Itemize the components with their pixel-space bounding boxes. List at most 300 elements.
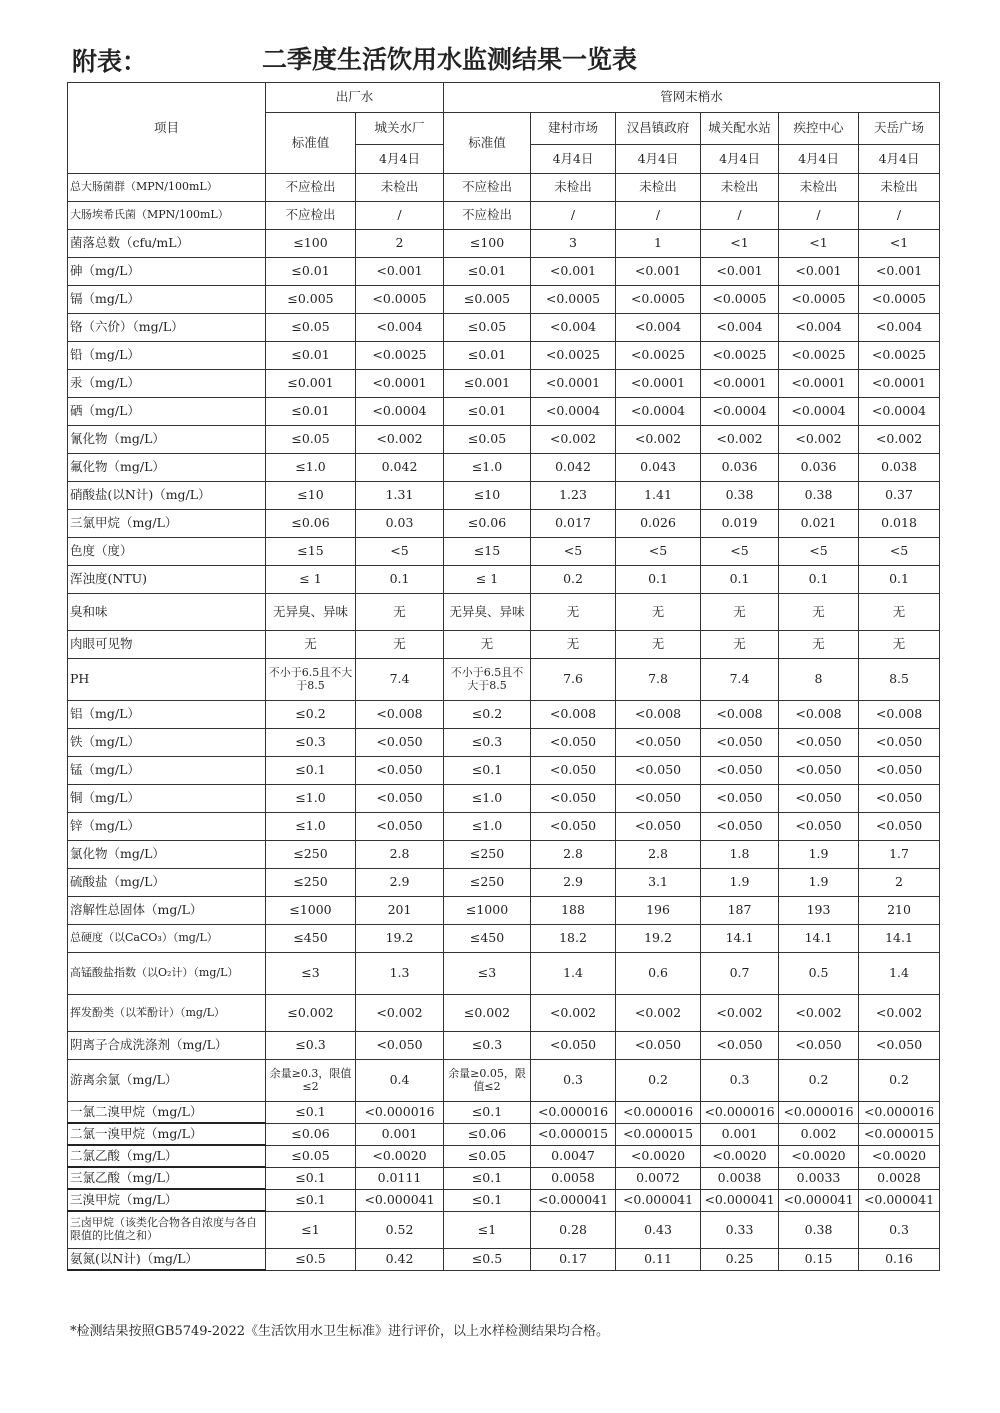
table-row: [68, 314, 940, 342]
network-standard: ≤0.01: [444, 258, 531, 286]
table-row: [68, 202, 940, 230]
item-name: 铬（六价）（mg/L）: [68, 314, 266, 342]
site-value: 1.8: [701, 841, 779, 869]
factory-value: 2: [356, 230, 444, 258]
site-value: <0.002: [779, 426, 859, 454]
site-value: 14.1: [859, 925, 940, 953]
site-value: <0.0025: [616, 342, 701, 370]
site-value: <0.0025: [531, 342, 616, 370]
site-value: 8: [779, 659, 859, 701]
site-value: 0.33: [701, 1211, 779, 1249]
table-row: [68, 1032, 940, 1060]
factory-standard: 不应检出: [266, 202, 356, 230]
site-value: <0.050: [779, 785, 859, 813]
factory-value: 1.31: [356, 482, 444, 510]
network-standard: ≤1.0: [444, 454, 531, 482]
site-value: <0.004: [531, 314, 616, 342]
site-value: <0.002: [779, 995, 859, 1032]
site-value: <0.0005: [779, 286, 859, 314]
table-row: [68, 813, 940, 841]
network-standard: 余量≥0.05，限值≤2: [444, 1060, 531, 1102]
site-value: 196: [616, 897, 701, 925]
site-value: <0.050: [616, 729, 701, 757]
network-standard: ≤10: [444, 482, 531, 510]
site-value: 无: [859, 594, 940, 631]
site-value: 0.16: [859, 1249, 940, 1271]
item-name: 大肠埃希氏菌（MPN/100mL）: [68, 202, 266, 230]
site-value: 无: [779, 631, 859, 659]
factory-value: <0.002: [356, 426, 444, 454]
header-network-water: 管网末梢水: [444, 83, 940, 113]
site-value: <5: [531, 538, 616, 566]
header-date: 4月4日: [859, 145, 940, 174]
header-site: 城关配水站: [701, 113, 779, 145]
site-value: <5: [859, 538, 940, 566]
site-value: 188: [531, 897, 616, 925]
factory-standard: ≤1: [266, 1211, 356, 1249]
site-value: 19.2: [616, 925, 701, 953]
item-name: 铝（mg/L）: [68, 701, 266, 729]
site-value: <0.000016: [859, 1102, 940, 1124]
site-value: <0.000015: [531, 1123, 616, 1145]
item-name: 氨氮(以N计)（mg/L）: [68, 1249, 266, 1271]
item-name: 菌落总数（cfu/mL）: [68, 230, 266, 258]
site-value: <0.050: [531, 785, 616, 813]
table-row: [68, 594, 940, 631]
factory-standard: ≤0.1: [266, 757, 356, 785]
header-standard: 标准值: [266, 113, 356, 174]
table-row: [68, 398, 940, 426]
item-name: 砷（mg/L）: [68, 258, 266, 286]
site-value: 0.1: [779, 566, 859, 594]
network-standard: ≤0.05: [444, 426, 531, 454]
factory-value: 0.0111: [356, 1167, 444, 1189]
site-value: 2.8: [531, 841, 616, 869]
factory-value: 0.042: [356, 454, 444, 482]
site-value: <0.004: [701, 314, 779, 342]
site-value: 无: [859, 631, 940, 659]
site-value: 0.1: [616, 566, 701, 594]
site-value: <0.008: [859, 701, 940, 729]
site-value: 无: [616, 594, 701, 631]
site-value: <0.050: [701, 1032, 779, 1060]
network-standard: ≤450: [444, 925, 531, 953]
factory-value: 无: [356, 594, 444, 631]
site-value: <0.0001: [531, 370, 616, 398]
factory-value: <0.0004: [356, 398, 444, 426]
item-name: 浑浊度(NTU): [68, 566, 266, 594]
site-value: <0.050: [779, 813, 859, 841]
site-value: 1.9: [779, 869, 859, 897]
factory-standard: ≤250: [266, 869, 356, 897]
site-value: 无: [779, 594, 859, 631]
network-standard: ≤0.5: [444, 1249, 531, 1271]
network-standard: ≤0.1: [444, 1189, 531, 1211]
site-value: 0.5: [779, 953, 859, 995]
site-value: <0.050: [531, 813, 616, 841]
site-value: 7.4: [701, 659, 779, 701]
site-value: 0.1: [701, 566, 779, 594]
network-standard: ≤15: [444, 538, 531, 566]
factory-standard: ≤1.0: [266, 785, 356, 813]
site-value: 0.001: [701, 1123, 779, 1145]
factory-value: 2.8: [356, 841, 444, 869]
network-standard: ≤1.0: [444, 785, 531, 813]
item-name: 硝酸盐(以N计)（mg/L）: [68, 482, 266, 510]
factory-standard: ≤0.06: [266, 510, 356, 538]
item-name: 一氯二溴甲烷（mg/L）: [68, 1102, 266, 1124]
factory-standard: ≤0.05: [266, 1145, 356, 1167]
table-row: [68, 757, 940, 785]
network-standard: ≤0.002: [444, 995, 531, 1032]
network-standard: ≤0.005: [444, 286, 531, 314]
item-name: PH: [68, 659, 266, 701]
site-value: 187: [701, 897, 779, 925]
site-value: 0.2: [531, 566, 616, 594]
table-row: [68, 701, 940, 729]
site-value: <0.000041: [859, 1189, 940, 1211]
site-value: <1: [779, 230, 859, 258]
table-row: [68, 174, 940, 202]
table-row: [68, 1123, 940, 1145]
header-date: 4月4日: [616, 145, 701, 174]
site-value: 0.0038: [701, 1167, 779, 1189]
factory-standard: ≤250: [266, 841, 356, 869]
site-value: <0.008: [701, 701, 779, 729]
site-value: /: [859, 202, 940, 230]
site-value: <0.0004: [701, 398, 779, 426]
site-value: <0.0001: [616, 370, 701, 398]
site-value: 0.021: [779, 510, 859, 538]
network-standard: ≤3: [444, 953, 531, 995]
factory-standard: ≤10: [266, 482, 356, 510]
site-value: <0.001: [859, 258, 940, 286]
site-value: <0.0025: [779, 342, 859, 370]
factory-standard: ≤0.2: [266, 701, 356, 729]
site-value: <0.008: [616, 701, 701, 729]
site-value: <0.050: [859, 813, 940, 841]
network-standard: 不应检出: [444, 174, 531, 202]
site-value: <0.000016: [616, 1102, 701, 1124]
site-value: <0.000041: [701, 1189, 779, 1211]
factory-value: <5: [356, 538, 444, 566]
table-row: [68, 897, 940, 925]
header-site: 天岳广场: [859, 113, 940, 145]
site-value: <0.004: [859, 314, 940, 342]
factory-value: <0.050: [356, 785, 444, 813]
site-value: <0.0005: [859, 286, 940, 314]
factory-standard: ≤100: [266, 230, 356, 258]
factory-standard: ≤0.05: [266, 426, 356, 454]
network-standard: ≤1000: [444, 897, 531, 925]
site-value: 未检出: [779, 174, 859, 202]
factory-value: 0.001: [356, 1123, 444, 1145]
site-value: <0.0005: [531, 286, 616, 314]
site-value: <0.050: [616, 813, 701, 841]
network-standard: ≤0.05: [444, 1145, 531, 1167]
site-value: <0.000015: [859, 1123, 940, 1145]
appendix-label: 附表：: [72, 47, 148, 76]
item-name: 硒（mg/L）: [68, 398, 266, 426]
table-row: [68, 538, 940, 566]
site-value: 1.4: [859, 953, 940, 995]
site-value: <0.0025: [859, 342, 940, 370]
site-value: /: [616, 202, 701, 230]
site-value: 0.3: [701, 1060, 779, 1102]
item-name: 三卤甲烷（该类化合物各自浓度与各自限值的比值之和）: [68, 1211, 266, 1249]
item-name: 挥发酚类（以苯酚计）（mg/L）: [68, 995, 266, 1032]
site-value: <0.050: [779, 757, 859, 785]
network-standard: ≤0.001: [444, 370, 531, 398]
site-value: <0.050: [859, 757, 940, 785]
network-standard: ≤0.06: [444, 510, 531, 538]
site-value: <0.050: [616, 1032, 701, 1060]
site-value: <0.0001: [779, 370, 859, 398]
site-value: 0.6: [616, 953, 701, 995]
header-date: 4月4日: [531, 145, 616, 174]
item-name: 镉（mg/L）: [68, 286, 266, 314]
site-value: 2.8: [616, 841, 701, 869]
table-row: [68, 729, 940, 757]
network-standard: ≤0.1: [444, 1167, 531, 1189]
site-value: 1.9: [701, 869, 779, 897]
factory-value: 0.4: [356, 1060, 444, 1102]
site-value: <0.004: [779, 314, 859, 342]
site-value: <0.000041: [616, 1189, 701, 1211]
site-value: 0.28: [531, 1211, 616, 1249]
header-site: 建村市场: [531, 113, 616, 145]
site-value: 0.37: [859, 482, 940, 510]
site-value: 0.042: [531, 454, 616, 482]
factory-standard: ≤1000: [266, 897, 356, 925]
table-row: [68, 1145, 940, 1167]
site-value: <0.050: [859, 1032, 940, 1060]
site-value: <0.002: [701, 426, 779, 454]
site-value: /: [701, 202, 779, 230]
item-name: 总硬度（以CaCO₃）（mg/L）: [68, 925, 266, 953]
page-title: 二季度生活饮用水监测结果一览表: [262, 45, 638, 74]
item-name: 硫酸盐（mg/L）: [68, 869, 266, 897]
factory-standard: ≤0.1: [266, 1189, 356, 1211]
factory-standard: ≤0.01: [266, 342, 356, 370]
site-value: <0.0004: [859, 398, 940, 426]
table-row: [68, 230, 940, 258]
site-value: 未检出: [859, 174, 940, 202]
site-value: 1.23: [531, 482, 616, 510]
factory-value: <0.050: [356, 1032, 444, 1060]
network-standard: ≤0.3: [444, 729, 531, 757]
site-value: <0.002: [531, 426, 616, 454]
network-standard: ≤0.01: [444, 398, 531, 426]
item-name: 铜（mg/L）: [68, 785, 266, 813]
network-standard: 不应检出: [444, 202, 531, 230]
site-value: <0.050: [779, 729, 859, 757]
site-value: 2: [859, 869, 940, 897]
site-value: 8.5: [859, 659, 940, 701]
factory-standard: ≤450: [266, 925, 356, 953]
network-standard: ≤0.06: [444, 1123, 531, 1145]
item-name: 铅（mg/L）: [68, 342, 266, 370]
site-value: <0.050: [531, 1032, 616, 1060]
site-value: <0.001: [531, 258, 616, 286]
site-value: <0.0004: [531, 398, 616, 426]
site-value: <0.050: [779, 1032, 859, 1060]
item-name: 阴离子合成洗涤剂（mg/L）: [68, 1032, 266, 1060]
site-value: <0.050: [701, 785, 779, 813]
site-value: <0.0001: [701, 370, 779, 398]
factory-value: <0.050: [356, 757, 444, 785]
table-row: [68, 482, 940, 510]
site-value: 未检出: [616, 174, 701, 202]
factory-value: <0.0025: [356, 342, 444, 370]
site-value: 0.3: [531, 1060, 616, 1102]
site-value: 0.017: [531, 510, 616, 538]
network-standard: ≤1.0: [444, 813, 531, 841]
factory-value: <0.0001: [356, 370, 444, 398]
site-value: 210: [859, 897, 940, 925]
site-value: 0.019: [701, 510, 779, 538]
item-name: 三溴甲烷（mg/L）: [68, 1189, 266, 1211]
factory-value: 7.4: [356, 659, 444, 701]
factory-value: 1.3: [356, 953, 444, 995]
table-row: [68, 995, 940, 1032]
site-value: 0.2: [616, 1060, 701, 1102]
site-value: 0.11: [616, 1249, 701, 1271]
factory-standard: ≤3: [266, 953, 356, 995]
site-value: /: [779, 202, 859, 230]
item-name: 色度（度）: [68, 538, 266, 566]
factory-value: <0.050: [356, 813, 444, 841]
header-factory-water: 出厂水: [266, 83, 444, 113]
site-value: 7.8: [616, 659, 701, 701]
factory-standard: ≤0.01: [266, 398, 356, 426]
site-value: <0.0020: [859, 1145, 940, 1167]
table-row: [68, 631, 940, 659]
factory-value: 0.03: [356, 510, 444, 538]
site-value: <0.002: [701, 995, 779, 1032]
network-standard: ≤100: [444, 230, 531, 258]
site-value: <0.001: [701, 258, 779, 286]
site-value: <0.0004: [779, 398, 859, 426]
site-value: <0.0005: [701, 286, 779, 314]
table-row: [68, 370, 940, 398]
site-value: <0.000041: [531, 1189, 616, 1211]
factory-standard: ≤0.05: [266, 314, 356, 342]
factory-value: <0.000016: [356, 1102, 444, 1124]
factory-value: <0.050: [356, 729, 444, 757]
factory-value: 201: [356, 897, 444, 925]
table-row: [68, 785, 940, 813]
site-value: <0.002: [616, 426, 701, 454]
site-value: <5: [779, 538, 859, 566]
table-row: [68, 1167, 940, 1189]
site-value: 无: [701, 594, 779, 631]
site-value: 1.7: [859, 841, 940, 869]
site-value: 0.0072: [616, 1167, 701, 1189]
item-name: 游离余氯（mg/L）: [68, 1060, 266, 1102]
factory-standard: ≤0.001: [266, 370, 356, 398]
network-standard: 无异臭、异味: [444, 594, 531, 631]
table-row: [68, 426, 940, 454]
site-value: <0.002: [859, 426, 940, 454]
item-name: 锰（mg/L）: [68, 757, 266, 785]
table-row: [68, 659, 940, 701]
site-value: /: [531, 202, 616, 230]
network-standard: ≤0.01: [444, 342, 531, 370]
item-name: 氟化物（mg/L）: [68, 454, 266, 482]
site-value: <0.004: [616, 314, 701, 342]
site-value: 0.2: [859, 1060, 940, 1102]
table-row: [68, 286, 940, 314]
network-standard: 无: [444, 631, 531, 659]
header-date: 4月4日: [701, 145, 779, 174]
site-value: 0.25: [701, 1249, 779, 1271]
site-value: <0.050: [701, 757, 779, 785]
factory-value: <0.0020: [356, 1145, 444, 1167]
site-value: 0.38: [701, 482, 779, 510]
item-name: 肉眼可见物: [68, 631, 266, 659]
site-value: 3.1: [616, 869, 701, 897]
site-value: 1.4: [531, 953, 616, 995]
site-value: 0.026: [616, 510, 701, 538]
site-value: 0.38: [779, 482, 859, 510]
header-date: 4月4日: [779, 145, 859, 174]
site-value: <0.000016: [779, 1102, 859, 1124]
factory-standard: 无: [266, 631, 356, 659]
item-name: 锌（mg/L）: [68, 813, 266, 841]
site-value: <0.0025: [701, 342, 779, 370]
site-value: 14.1: [779, 925, 859, 953]
table-row: [68, 869, 940, 897]
factory-standard: ≤0.005: [266, 286, 356, 314]
factory-standard: ≤0.002: [266, 995, 356, 1032]
item-name: 二氯乙酸（mg/L）: [68, 1145, 266, 1167]
site-value: 0.1: [859, 566, 940, 594]
site-value: 0.7: [701, 953, 779, 995]
site-value: <0.001: [779, 258, 859, 286]
network-standard: ≤ 1: [444, 566, 531, 594]
table-row: [68, 1189, 940, 1211]
item-name: 高锰酸盐指数（以O₂计）（mg/L）: [68, 953, 266, 995]
table-row: [68, 342, 940, 370]
site-value: <0.050: [616, 785, 701, 813]
item-name: 二氯一溴甲烷（mg/L）: [68, 1123, 266, 1145]
site-value: 无: [531, 594, 616, 631]
site-value: 0.0047: [531, 1145, 616, 1167]
factory-value: <0.008: [356, 701, 444, 729]
item-name: 汞（mg/L）: [68, 370, 266, 398]
table-row: [68, 925, 940, 953]
factory-standard: ≤0.3: [266, 729, 356, 757]
header-item: 项目: [68, 83, 266, 174]
item-name: 氯化物（mg/L）: [68, 841, 266, 869]
header-date: 4月4日: [356, 145, 444, 174]
network-standard: ≤250: [444, 869, 531, 897]
site-value: 未检出: [531, 174, 616, 202]
item-name: 臭和味: [68, 594, 266, 631]
site-value: 1.9: [779, 841, 859, 869]
site-value: 0.043: [616, 454, 701, 482]
network-standard: ≤0.05: [444, 314, 531, 342]
table-row: [68, 953, 940, 995]
network-standard: 不小于6.5且不大于8.5: [444, 659, 531, 701]
table-row: [68, 1249, 940, 1271]
site-value: 7.6: [531, 659, 616, 701]
factory-value: /: [356, 202, 444, 230]
site-value: <0.0005: [616, 286, 701, 314]
site-value: 0.38: [779, 1211, 859, 1249]
site-value: 0.0033: [779, 1167, 859, 1189]
